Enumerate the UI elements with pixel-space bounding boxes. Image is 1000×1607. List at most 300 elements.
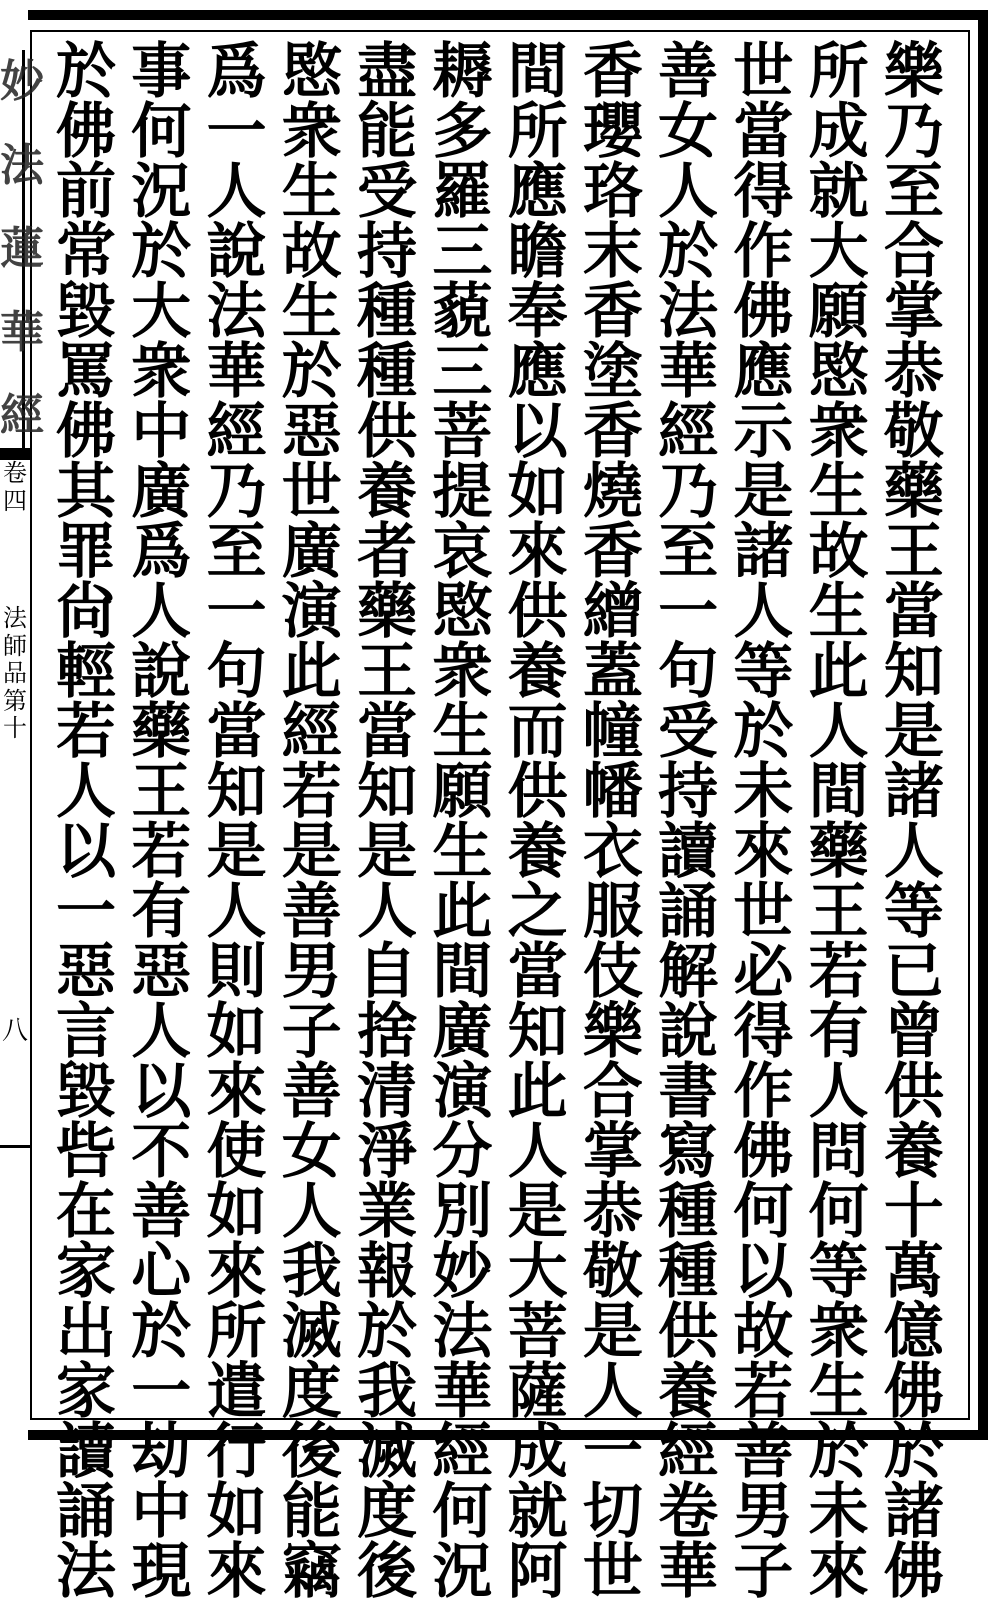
text-glyph: 所 [206,1297,267,1367]
text-glyph: 業 [357,1177,418,1247]
text-glyph: 故 [733,1297,794,1367]
text-glyph: 曾 [883,997,944,1067]
text-glyph: 就 [507,1477,568,1547]
text-glyph: 一 [582,1417,643,1487]
text-glyph: 我 [357,1357,418,1427]
text-glyph: 佛 [883,1357,944,1427]
text-glyph: 善 [281,1057,342,1127]
text-glyph: 男 [733,1477,794,1547]
text-glyph: 未 [733,757,794,827]
text-glyph: 種 [658,1237,719,1307]
text-glyph: 誦 [56,1477,116,1547]
text-glyph: 當 [507,937,568,1007]
text-glyph: 薩 [507,1357,568,1427]
text-glyph: 持 [357,217,418,287]
text-glyph: 捨 [357,997,418,1067]
text-glyph: 生 [808,577,869,647]
text-glyph: 子 [281,997,342,1067]
text-glyph: 養 [507,637,568,707]
text-glyph: 解 [658,937,719,1007]
text-glyph: 於 [658,217,719,287]
text-glyph: 毀 [56,1057,116,1127]
text-glyph: 十 [883,1177,944,1247]
text-column [201,37,273,1607]
text-glyph: 應 [507,157,568,227]
text-glyph: 在 [56,1177,116,1247]
text-glyph: 是 [357,817,418,887]
text-glyph: 句 [206,637,267,707]
text-glyph: 家 [56,1237,116,1307]
text-glyph: 王 [808,877,869,947]
text-glyph: 樂 [582,997,643,1067]
text-glyph: 知 [883,637,944,707]
text-glyph: 後 [281,1417,342,1487]
text-glyph: 分 [432,1117,493,1187]
text-column [878,37,950,1607]
text-glyph: 應 [507,337,568,407]
text-glyph: 報 [357,1237,418,1307]
text-glyph: 藥 [357,577,418,647]
text-glyph: 諸 [883,757,944,827]
text-glyph: 香 [582,517,643,587]
text-glyph: 華 [658,337,719,407]
text-glyph: 養 [658,1357,719,1427]
text-glyph: 一 [56,877,116,947]
text-glyph: 一 [206,97,267,167]
text-glyph: 於 [281,337,342,407]
text-glyph: 華 [432,1357,493,1427]
text-glyph: 法 [658,277,719,347]
text-glyph: 藥 [883,457,944,527]
text-glyph: 愍 [808,337,869,407]
text-glyph: 劫 [131,1417,192,1487]
text-glyph: 應 [733,337,794,407]
text-glyph: 阿 [507,1537,568,1607]
text-glyph: 得 [733,997,794,1067]
text-glyph: 家 [56,1357,116,1427]
text-glyph: 服 [582,877,643,947]
text-glyph: 願 [808,277,869,347]
text-glyph: 成 [808,97,869,167]
text-glyph: 知 [357,757,418,827]
text-glyph: 此 [507,1057,568,1127]
text-glyph: 如 [206,1477,267,1547]
text-glyph: 事 [131,37,192,107]
text-glyph: 諸 [733,517,794,587]
text-glyph: 生 [432,817,493,887]
text-glyph: 是 [582,1297,643,1367]
text-glyph: 是 [206,817,267,887]
text-glyph: 人 [808,697,869,767]
text-glyph: 說 [131,637,192,707]
text-glyph: 現 [131,1537,192,1607]
text-glyph: 華 [206,337,267,407]
text-glyph: 卷 [658,1477,719,1547]
text-glyph: 遣 [206,1357,267,1427]
text-glyph: 藥 [131,697,192,767]
text-glyph: 淨 [357,1117,418,1187]
text-glyph: 廣 [281,517,342,587]
text-glyph: 故 [281,217,342,287]
text-glyph: 提 [432,457,493,527]
text-glyph: 養 [507,817,568,887]
text-glyph: 我 [281,1237,342,1307]
text-glyph: 末 [582,217,643,287]
text-glyph: 生 [281,157,342,227]
text-glyph: 何 [131,97,192,167]
page-number: 八 [2,1016,29,1046]
text-glyph: 善 [658,37,719,107]
text-glyph: 人 [206,877,267,947]
text-glyph: 誦 [658,877,719,947]
text-glyph: 盡 [357,37,418,107]
text-glyph: 於 [131,217,192,287]
text-glyph: 間 [432,937,493,1007]
text-glyph: 受 [658,697,719,767]
text-glyph: 演 [281,577,342,647]
text-column [351,37,423,1607]
text-column [276,37,348,1607]
text-glyph: 愍 [281,37,342,107]
text-glyph: 所 [808,37,869,107]
text-glyph: 等 [808,1237,869,1307]
text-glyph: 願 [432,757,493,827]
text-glyph: 經 [432,1417,493,1487]
text-glyph: 寫 [658,1117,719,1187]
spine-rule-bottom [0,1145,30,1148]
text-glyph: 供 [658,1297,719,1367]
text-glyph: 等 [883,877,944,947]
text-glyph: 世 [582,1537,643,1607]
text-glyph: 已 [883,937,944,1007]
text-glyph: 是 [281,817,342,887]
text-glyph: 如 [507,457,568,527]
text-glyph: 間 [808,757,869,827]
text-glyph: 中 [131,397,192,467]
text-glyph: 佛 [56,97,116,167]
text-glyph: 衆 [131,337,192,407]
text-glyph: 經 [281,697,342,767]
text-glyph: 讀 [658,817,719,887]
text-glyph: 以 [733,1237,794,1307]
text-glyph: 是 [507,1177,568,1247]
text-glyph: 奉 [507,277,568,347]
text-glyph: 衆 [808,397,869,467]
text-glyph: 一 [658,577,719,647]
text-glyph: 王 [883,517,944,587]
text-glyph: 問 [808,1117,869,1187]
text-glyph: 燒 [582,457,643,527]
text-glyph: 人 [658,157,719,227]
text-glyph: 藥 [808,817,869,887]
text-glyph: 書 [658,1057,719,1127]
text-glyph: 人 [131,997,192,1067]
text-column [426,37,498,1607]
text-glyph: 示 [733,397,794,467]
text-glyph: 來 [206,1057,267,1127]
text-glyph: 生 [432,697,493,767]
text-glyph: 佛 [733,277,794,347]
text-glyph: 經 [658,397,719,467]
text-glyph: 於 [883,1417,944,1487]
text-glyph: 如 [206,997,267,1067]
text-glyph: 呰 [56,1117,116,1187]
text-glyph: 爲 [131,517,192,587]
text-glyph: 度 [281,1357,342,1427]
text-glyph: 是 [883,697,944,767]
text-glyph: 幡 [582,757,643,827]
text-glyph: 以 [56,817,116,887]
text-glyph: 種 [357,337,418,407]
text-glyph: 作 [733,217,794,287]
text-glyph: 王 [131,757,192,827]
text-glyph: 得 [733,157,794,227]
text-glyph: 一 [131,1357,192,1427]
text-glyph: 況 [432,1537,493,1607]
text-glyph: 若 [733,1357,794,1427]
text-glyph: 惡 [281,397,342,467]
text-glyph: 惡 [131,937,192,1007]
text-glyph: 此 [281,637,342,707]
text-glyph: 罵 [56,337,116,407]
text-glyph: 女 [658,97,719,167]
text-column [577,37,649,1607]
text-glyph: 善 [131,1177,192,1247]
text-glyph: 法 [206,277,267,347]
text-glyph: 養 [883,1117,944,1187]
text-glyph: 此 [808,637,869,707]
text-glyph: 恭 [883,337,944,407]
text-glyph: 耨 [432,37,493,107]
text-glyph: 衆 [432,637,493,707]
text-glyph: 能 [357,97,418,167]
text-glyph: 敬 [883,397,944,467]
text-glyph: 當 [733,97,794,167]
text-glyph: 以 [507,397,568,467]
text-glyph: 演 [432,1057,493,1127]
text-glyph: 供 [507,577,568,647]
text-glyph: 何 [733,1177,794,1247]
text-glyph: 供 [357,397,418,467]
text-glyph: 其 [56,457,116,527]
text-glyph: 行 [206,1417,267,1487]
text-glyph: 來 [206,1537,267,1607]
text-glyph: 瞻 [507,217,568,287]
text-glyph: 生 [281,277,342,347]
text-glyph: 當 [357,697,418,767]
text-glyph: 切 [582,1477,643,1547]
text-glyph: 子 [733,1537,794,1607]
text-glyph: 塗 [582,337,643,407]
text-glyph: 何 [432,1477,493,1547]
text-glyph: 若 [56,697,116,767]
text-glyph: 人 [582,1357,643,1427]
text-glyph: 故 [808,517,869,587]
text-glyph: 愍 [432,577,493,647]
text-glyph: 世 [281,457,342,527]
text-glyph: 三 [432,337,493,407]
text-glyph: 此 [432,877,493,947]
text-glyph: 佛 [56,397,116,467]
text-glyph: 三 [432,217,493,287]
text-glyph: 華 [658,1537,719,1607]
text-glyph: 來 [808,1537,869,1607]
text-glyph: 作 [733,1057,794,1127]
text-glyph: 必 [733,937,794,1007]
text-glyph: 若 [808,937,869,1007]
text-glyph: 何 [808,1177,869,1247]
text-glyph: 清 [357,1057,418,1127]
text-glyph: 前 [56,157,116,227]
text-glyph: 常 [56,217,116,287]
text-glyph: 養 [357,457,418,527]
text-glyph: 供 [507,757,568,827]
text-glyph: 合 [582,1057,643,1127]
text-glyph: 生 [808,457,869,527]
text-glyph: 香 [582,397,643,467]
text-glyph: 珞 [582,157,643,227]
text-glyph: 伎 [582,937,643,1007]
text-glyph: 於 [131,1297,192,1367]
text-glyph: 菩 [507,1297,568,1367]
text-glyph: 出 [56,1297,116,1367]
text-glyph: 廣 [432,997,493,1067]
text-column [803,37,875,1607]
text-glyph: 度 [357,1477,418,1547]
text-glyph: 衆 [281,97,342,167]
text-glyph: 人 [281,1177,342,1247]
text-glyph: 於 [357,1297,418,1367]
text-glyph: 人 [808,1057,869,1127]
text-glyph: 生 [808,1357,869,1427]
text-glyph: 後 [357,1537,418,1607]
text-glyph: 若 [281,757,342,827]
text-glyph: 竊 [281,1537,342,1607]
text-glyph: 人 [206,157,267,227]
text-glyph: 於 [733,697,794,767]
text-glyph: 如 [206,1177,267,1247]
text-glyph: 自 [357,937,418,1007]
text-column [652,37,724,1607]
text-glyph: 以 [131,1057,192,1127]
text-glyph: 所 [507,97,568,167]
text-glyph: 說 [206,217,267,287]
vertical-text-body [50,37,950,1607]
text-glyph: 繒 [582,577,643,647]
text-glyph: 王 [357,637,418,707]
text-glyph: 掌 [883,277,944,347]
text-glyph: 哀 [432,517,493,587]
text-glyph: 而 [507,697,568,767]
text-glyph: 人 [357,877,418,947]
text-glyph: 恭 [582,1177,643,1247]
text-glyph: 有 [131,877,192,947]
text-glyph: 世 [733,37,794,107]
text-glyph: 句 [658,637,719,707]
text-glyph: 罪 [56,517,116,587]
text-glyph: 惡 [56,937,116,1007]
volume-label: 卷四 [3,459,27,515]
text-glyph: 於 [808,1417,869,1487]
text-glyph: 佛 [733,1117,794,1187]
text-glyph: 多 [432,97,493,167]
text-glyph: 間 [507,37,568,107]
text-glyph: 善 [281,877,342,947]
text-glyph: 中 [131,1477,192,1547]
text-glyph: 輕 [56,637,116,707]
text-glyph: 菩 [432,397,493,467]
text-glyph: 法 [432,1297,493,1367]
text-glyph: 諸 [883,1477,944,1547]
text-glyph: 讀 [56,1417,116,1487]
text-glyph: 是 [733,457,794,527]
text-glyph: 來 [507,517,568,587]
text-glyph: 言 [56,997,116,1067]
text-glyph: 人 [733,577,794,647]
text-glyph: 知 [206,757,267,827]
text-glyph: 來 [206,1237,267,1307]
text-glyph: 就 [808,157,869,227]
text-glyph: 一 [206,577,267,647]
text-glyph: 經 [206,397,267,467]
text-glyph: 爲 [206,37,267,107]
text-glyph: 成 [507,1417,568,1487]
text-glyph: 尙 [56,577,116,647]
text-glyph: 合 [883,217,944,287]
text-glyph: 妙 [432,1237,493,1307]
text-glyph: 使 [206,1117,267,1187]
text-glyph: 女 [281,1117,342,1187]
text-glyph: 乃 [658,457,719,527]
text-glyph: 經 [658,1417,719,1487]
text-glyph: 至 [658,517,719,587]
text-glyph: 持 [658,757,719,827]
text-glyph: 未 [808,1477,869,1547]
text-glyph: 幢 [582,697,643,767]
text-glyph: 人 [56,757,116,827]
text-glyph: 廣 [131,457,192,527]
text-glyph: 等 [733,637,794,707]
text-glyph: 別 [432,1177,493,1247]
text-glyph: 羅 [432,157,493,227]
text-glyph: 敬 [582,1237,643,1307]
text-glyph: 滅 [281,1297,342,1367]
text-glyph: 毀 [56,277,116,347]
text-glyph: 瓔 [582,97,643,167]
text-glyph: 若 [131,817,192,887]
text-column [125,37,197,1607]
text-glyph: 香 [582,277,643,347]
text-glyph: 大 [808,217,869,287]
text-glyph: 種 [357,277,418,347]
text-glyph: 心 [131,1237,192,1307]
text-glyph: 善 [733,1417,794,1487]
text-glyph: 衣 [582,817,643,887]
text-glyph: 衆 [808,1297,869,1367]
text-glyph: 藐 [432,277,493,347]
text-glyph: 滅 [357,1417,418,1487]
text-glyph: 至 [206,517,267,587]
text-glyph: 大 [131,277,192,347]
text-glyph: 至 [883,157,944,227]
running-title: 妙法蓮華經 [0,56,44,442]
text-glyph: 種 [658,1177,719,1247]
text-glyph: 大 [507,1237,568,1307]
text-glyph: 乃 [883,97,944,167]
text-glyph: 法 [56,1537,116,1607]
text-glyph: 況 [131,157,192,227]
text-glyph: 說 [658,997,719,1067]
